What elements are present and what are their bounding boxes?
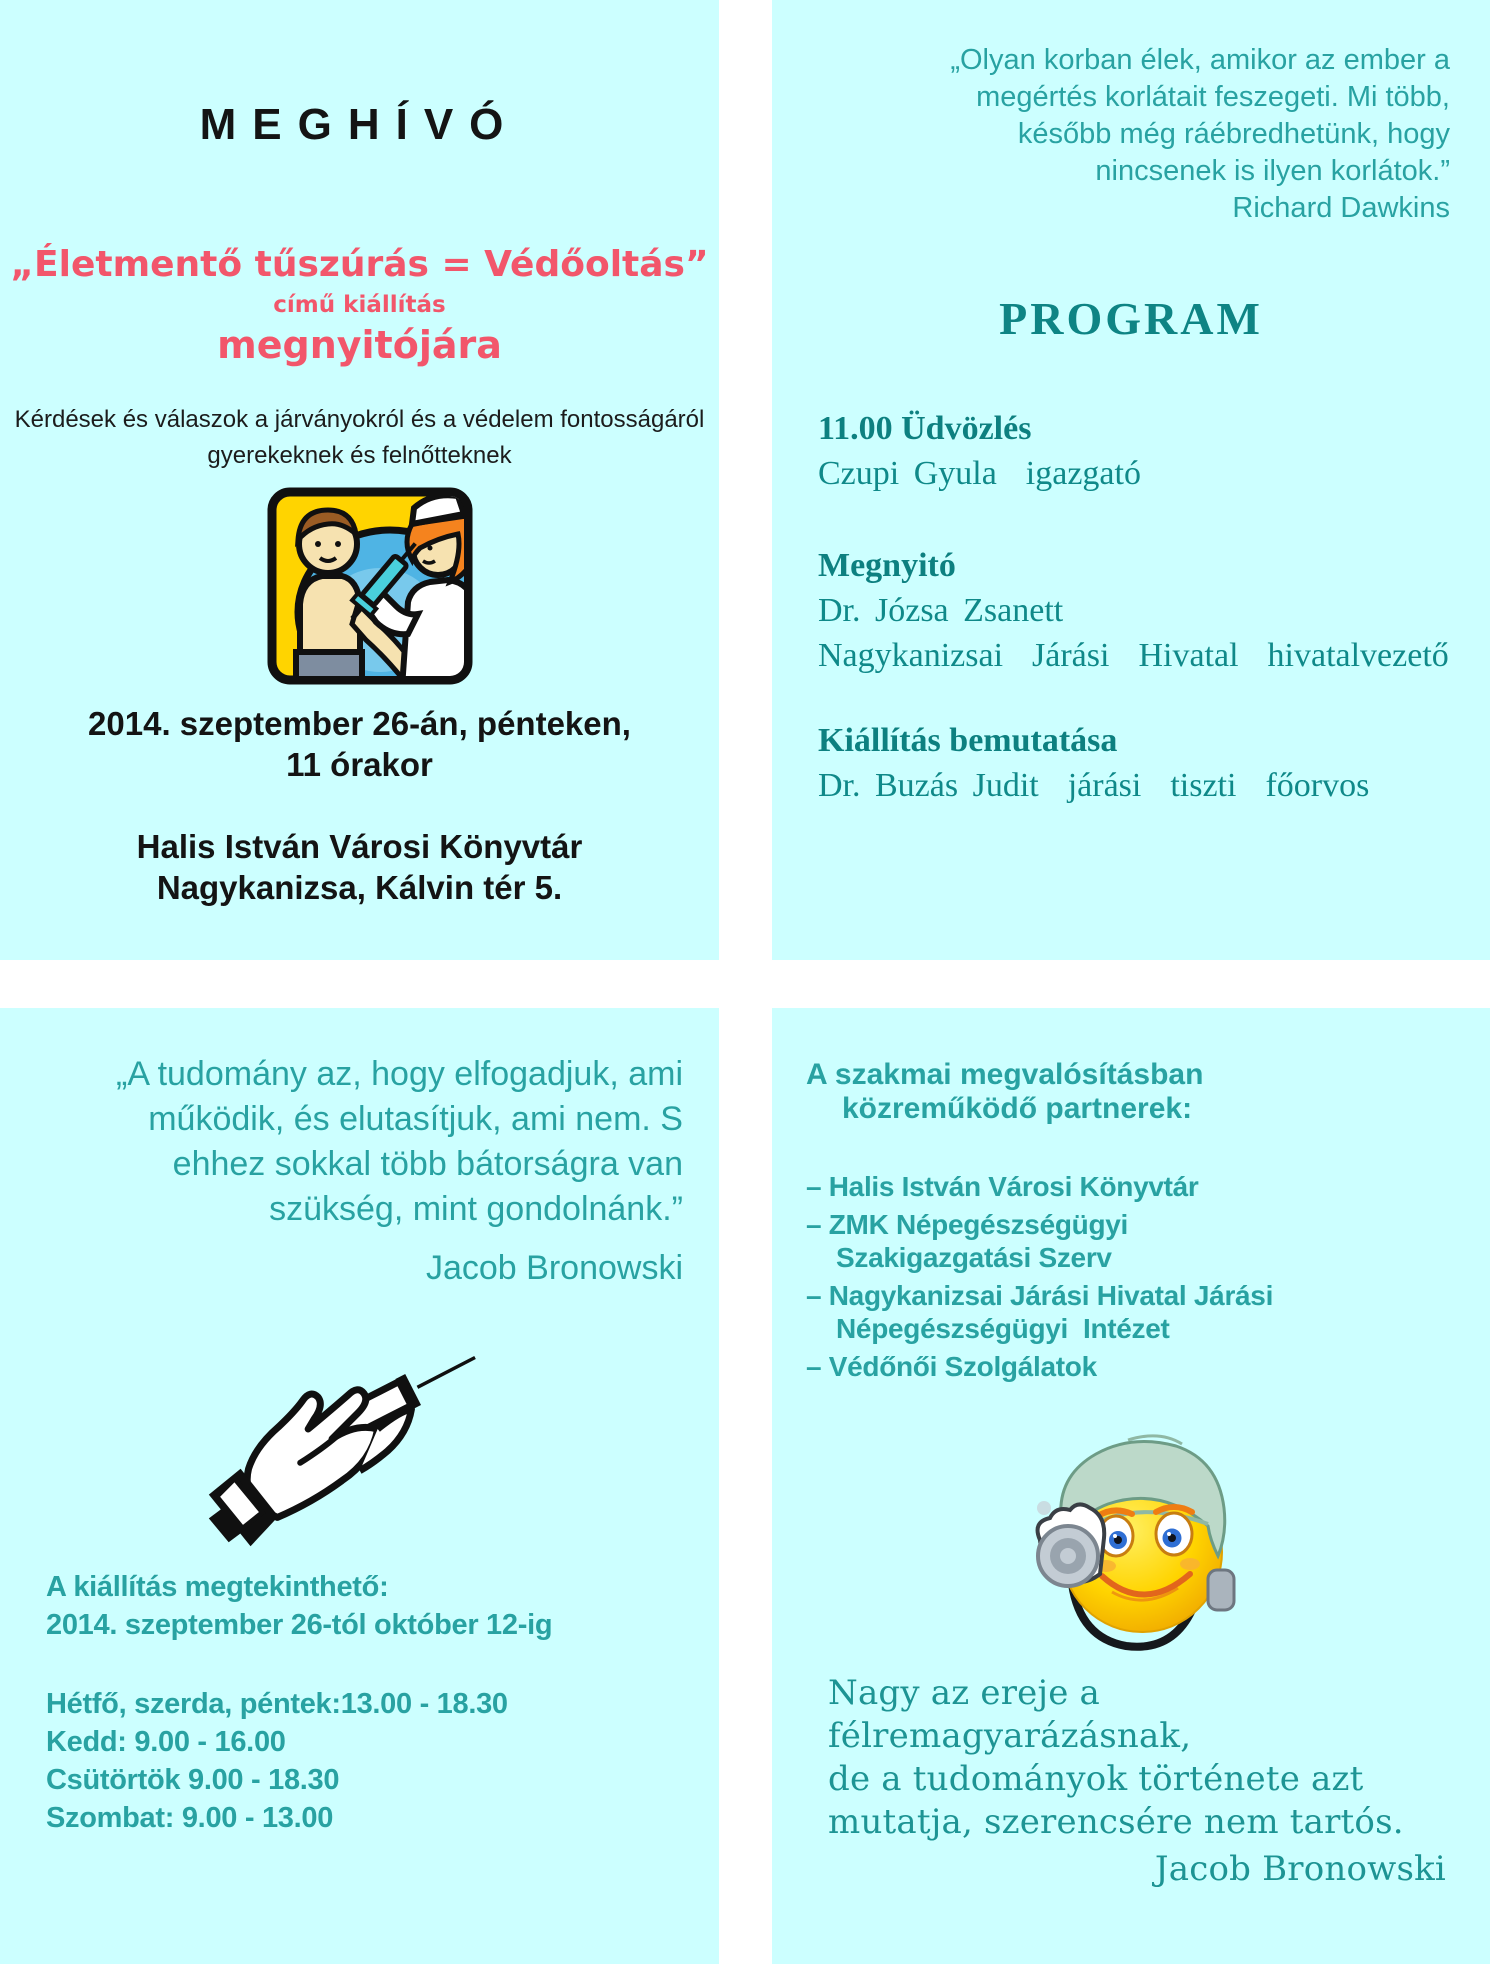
partner-item-wrapped: Szakigazgatási Szerv xyxy=(836,1242,1112,1273)
quote-line: „Olyan korban élek, amikor az ember a xyxy=(950,44,1450,76)
invitation-title: MEGHÍVÓ xyxy=(199,100,520,149)
event-date xyxy=(0,703,719,785)
vaccination-illustration xyxy=(266,484,474,688)
opening-hours-block xyxy=(46,1568,709,1837)
closing-quote xyxy=(828,1672,1450,1891)
partner-item: – Védőnői Szolgálatok xyxy=(806,1351,1097,1382)
opening-dates: 2014. szeptember 26-tól október 12-ig xyxy=(46,1609,553,1641)
exhibition-title: „Életmentő tűszúrás = Védőoltás” xyxy=(10,244,709,285)
quote-line: ehhez sokkal több bátorságra van xyxy=(172,1145,683,1183)
quote-line: megértés korlátait feszegeti. Mi több, xyxy=(976,81,1450,113)
partner-item-wrapped: Népegészségügyi Intézet xyxy=(836,1313,1170,1344)
program-item-title: Kiállítás bemutatása xyxy=(818,722,1118,759)
exhibition-subtitle: című kiállítás xyxy=(273,292,446,318)
quote-line: de a tudományok története azt xyxy=(828,1759,1364,1799)
quote-line: szükség, mint gondolnánk.” xyxy=(269,1190,683,1228)
partners-heading-line: A szakmai megvalósításban xyxy=(806,1058,1204,1091)
exhibition-opening-label: megnyitójára xyxy=(217,323,502,367)
quote-line: mutatja, szerencsére nem tartós. xyxy=(828,1802,1404,1842)
program-item xyxy=(818,406,1480,496)
partners-heading-line: közreműködő partnerek: xyxy=(842,1092,1193,1125)
opening-hours-line: Szombat: 9.00 - 13.00 xyxy=(46,1802,334,1834)
program-item-line: Dr. Józsa Zsanett xyxy=(818,592,1064,629)
event-time-line: 11 órakor xyxy=(286,746,433,783)
exhibition-title-block xyxy=(0,240,719,368)
opening-hours-line: Kedd: 9.00 - 16.00 xyxy=(46,1726,286,1758)
event-venue xyxy=(0,826,719,908)
quote-author: Jacob Bronowski xyxy=(425,1249,683,1287)
partner-item: – Halis István Városi Könyvtár xyxy=(806,1171,1199,1202)
smiley-doctor-illustration xyxy=(1010,1422,1242,1670)
panel-top-left xyxy=(0,0,719,960)
description-line: Kérdések és válaszok a járványokról és a védelem fontosságáról xyxy=(14,406,705,433)
program-item xyxy=(818,543,1480,678)
quote-line: Nagy az ereje a félremagyarázásnak, xyxy=(828,1673,1192,1756)
partner-item: – Nagykanizsai Járási Hivatal Járási xyxy=(806,1280,1274,1311)
description-line: gyerekeknek és felnőtteknek xyxy=(207,442,512,469)
event-date-line: 2014. szeptember 26-án, pénteken, xyxy=(88,705,631,742)
program-title: PROGRAM xyxy=(999,293,1263,344)
program-item-line: Dr. Buzás Judit járási tiszti főorvos xyxy=(818,767,1370,804)
panel-bottom-left xyxy=(0,1008,719,1964)
partner-item: – ZMK Népegészségügyi xyxy=(806,1209,1129,1240)
venue-address: Nagykanizsa, Kálvin tér 5. xyxy=(156,869,563,906)
description xyxy=(0,402,719,474)
quote-line: működik, és elutasítjuk, ami nem. S xyxy=(148,1100,683,1138)
opening-hours-line: Csütörtök 9.00 - 18.30 xyxy=(46,1764,340,1796)
program-item-title: Megnyitó xyxy=(818,547,956,584)
quote-line: nincsenek is ilyen korlátok.” xyxy=(1095,155,1450,187)
program-item-line: Nagykanizsai Járási Hivatal hivatalvezető xyxy=(818,637,1449,674)
venue-name: Halis István Városi Könyvtár xyxy=(136,828,583,865)
partners-list xyxy=(806,1170,1484,1383)
opening-hours-line: Hétfő, szerda, péntek:13.00 - 18.30 xyxy=(46,1688,508,1720)
program-item xyxy=(818,718,1480,808)
program-item-line: Czupi Gyula igazgató xyxy=(818,455,1141,492)
partners-heading xyxy=(806,1058,1480,1126)
quote-line: „A tudomány az, hogy elfogadjuk, ami xyxy=(116,1055,683,1093)
quote-line: később még ráébredhetünk, hogy xyxy=(1017,118,1450,150)
quote-author: Jacob Bronowski xyxy=(1154,1849,1446,1889)
hand-syringe-illustration xyxy=(183,1311,481,1551)
dawkins-quote xyxy=(892,42,1450,227)
panel-top-right xyxy=(772,0,1490,960)
program-item-title: 11.00 Üdvözlés xyxy=(818,410,1032,447)
panel-bottom-right xyxy=(772,1008,1490,1964)
quote-author: Richard Dawkins xyxy=(1232,192,1450,224)
opening-hours-title: A kiállítás megtekinthető: xyxy=(46,1571,389,1603)
bronowski-quote xyxy=(60,1052,683,1291)
